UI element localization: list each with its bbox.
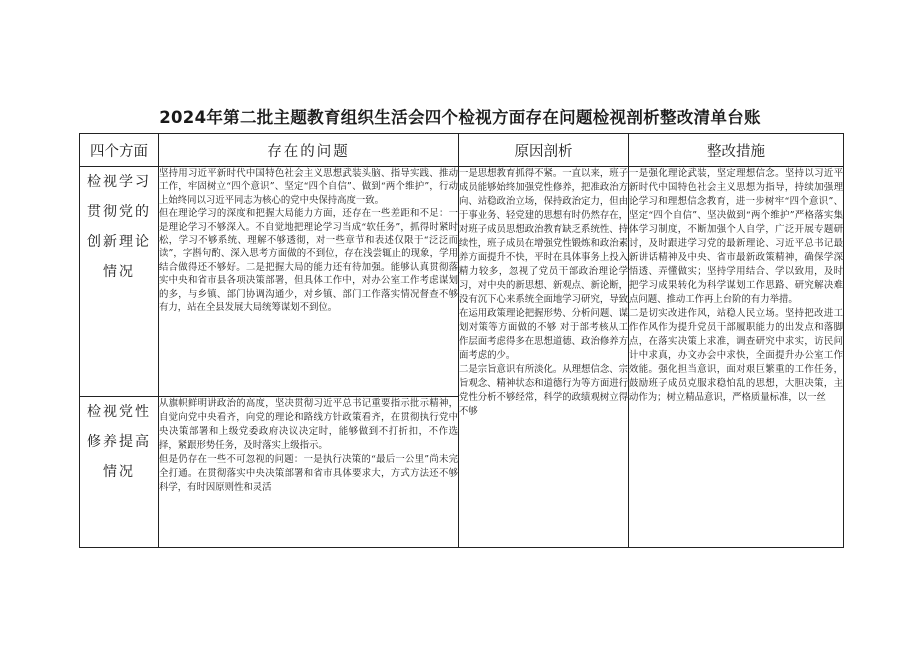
- measure-paragraph: 二是切实改进作风，站稳人民立场。坚持把改进工作作风作为提升党员干部履职能力的出发点和落脚点，在落实决策上求准，调查研究中求实，访民问计中求真，办文办会中求快，全面提升办公室工作效能。强化担当意识，面对艰巨繁重的工作任务，鼓励班子成员克服求稳怕乱的思想，大胆决策，主动作为；树立精品意识，严格质量标准，以一丝: [629, 308, 843, 403]
- table-header-row: [80, 134, 844, 167]
- aspect-line: 修养提高: [87, 434, 151, 450]
- rectification-ledger-table: [79, 133, 844, 548]
- header-problems: 存在的问题: [159, 134, 459, 167]
- aspect-cell-party-spirit: [80, 397, 159, 548]
- aspect-line: 贯彻党的: [87, 204, 151, 220]
- table-row: [80, 167, 844, 397]
- header-measures: 整改措施: [629, 134, 844, 167]
- header-aspect: 四个方面: [80, 134, 159, 167]
- aspect-line: 检视党性: [87, 404, 151, 420]
- problem-paragraph: 但在理论学习的深度和把握大局能力方面，还存在一些差距和不足：一是理论学习不够深入。不自觉地把理论学习当成“软任务”，抓得时紧时松，学习不够系统、理解不够透彻，对一些章节和表述仅限于“泛泛而读”，字斟句酌、深入思考方面做的不到位，存在浅尝辄止的现象，学用结合做得还不够好。二是把握大局的能力还有待加强。能够认真贯彻落实中央和省市县各项决策部署，但具体工作中，对办公室工作考虑谋划的多，与乡镇、部门协调沟通少，对乡镇、部门工作落实情况督查不够有力，站在全县发展大局统筹谋划不到位。: [159, 208, 458, 314]
- problems-cell-party-spirit: [159, 397, 459, 548]
- problems-cell-study: [159, 167, 459, 397]
- aspect-line: 创新理论: [87, 234, 151, 250]
- problem-paragraph: 但是仍存在一些不可忽视的问题：一是执行决策的“最后一公里”尚未完全打通。在贯彻落实中央决策部署和省市具体要求大，方式方法还不够科学，有时因原则性和灵活: [159, 454, 458, 493]
- document-title: 2024年第二批主题教育组织生活会四个检视方面存在问题检视剖析整改清单台账: [159, 108, 761, 127]
- causes-cell: [459, 167, 629, 548]
- header-causes: 原因剖析: [459, 134, 629, 167]
- cause-paragraph: 一是思想教育抓得不紧。一直以来，班子成员能够始终加强党性修养，把准政治方向、站稳政治立场，保持政治定力，但由于事业务、轻党建的思想有时仍然存在，对班子成员思想政治教育缺乏系统性、持续性，班子成员在增强党性锻炼和政治素养方面提升不快，平时在具体事务上投入精力较多，忽视了党员干部政治理论学习，对中央的新思想、新观点、新论断，没有沉下心来系统全面地学习研究，导致在运用政策理论把握形势、分析问题、谋划对策等方面做的不够 对于部考核从工作层面考虑得多在思想道德、政治修养方面考虑的少。: [459, 168, 628, 361]
- aspect-line: 情况: [103, 264, 135, 280]
- cause-paragraph: 二是宗旨意识有所淡化。从理想信念、宗旨观念、精神状态和道德行为等方面进行党性分析不够经常，科学的政绩观树立得不够: [459, 364, 628, 417]
- measures-cell: [629, 167, 844, 548]
- aspect-cell-study: [80, 167, 159, 397]
- problem-paragraph: 从旗帜鲜明讲政治的高度，坚决贯彻习近平总书记重要指示批示精神，自觉向党中央看齐，向党的理论和路线方针政策看齐，在贯彻执行党中央决策部署和上级党委政府决议决定时，能够做到不打折扣，不作选择，紧跟形势任务，及时落实上级指示。: [159, 398, 458, 451]
- problem-paragraph: 坚持用习近平新时代中国特色社会主义思想武装头脑、指导实践、推动工作，牢固树立“四个意识”、坚定“四个自信”、做到“两个维护”，行动上始终同以习近平同志为核心的党中央保持高度一致。: [159, 168, 458, 206]
- aspect-line: 情况: [103, 464, 135, 480]
- measure-paragraph: 一是强化理论武装，坚定理想信念。坚持以习近平新时代中国特色社会主义思想为指导，持续加强理论学习和理想信念教育，进一步树牢“四个意识”、坚定“四个自信”、坚决做到“两个维护”严格落实集体学习制度，不断加强个人自学，广泛开展专题研讨，及时跟进学习党的最新理论、习近平总书记最新讲话精神及中央、省市最新政策精神，确保学深悟透、弄懂做实；坚持学用结合、学以致用，及时把学习成果转化为科学谋划工作思路、研究解决难点问题、推动工作再上台阶的有力举措。: [629, 168, 843, 305]
- aspect-line: 检视学习: [87, 174, 151, 190]
